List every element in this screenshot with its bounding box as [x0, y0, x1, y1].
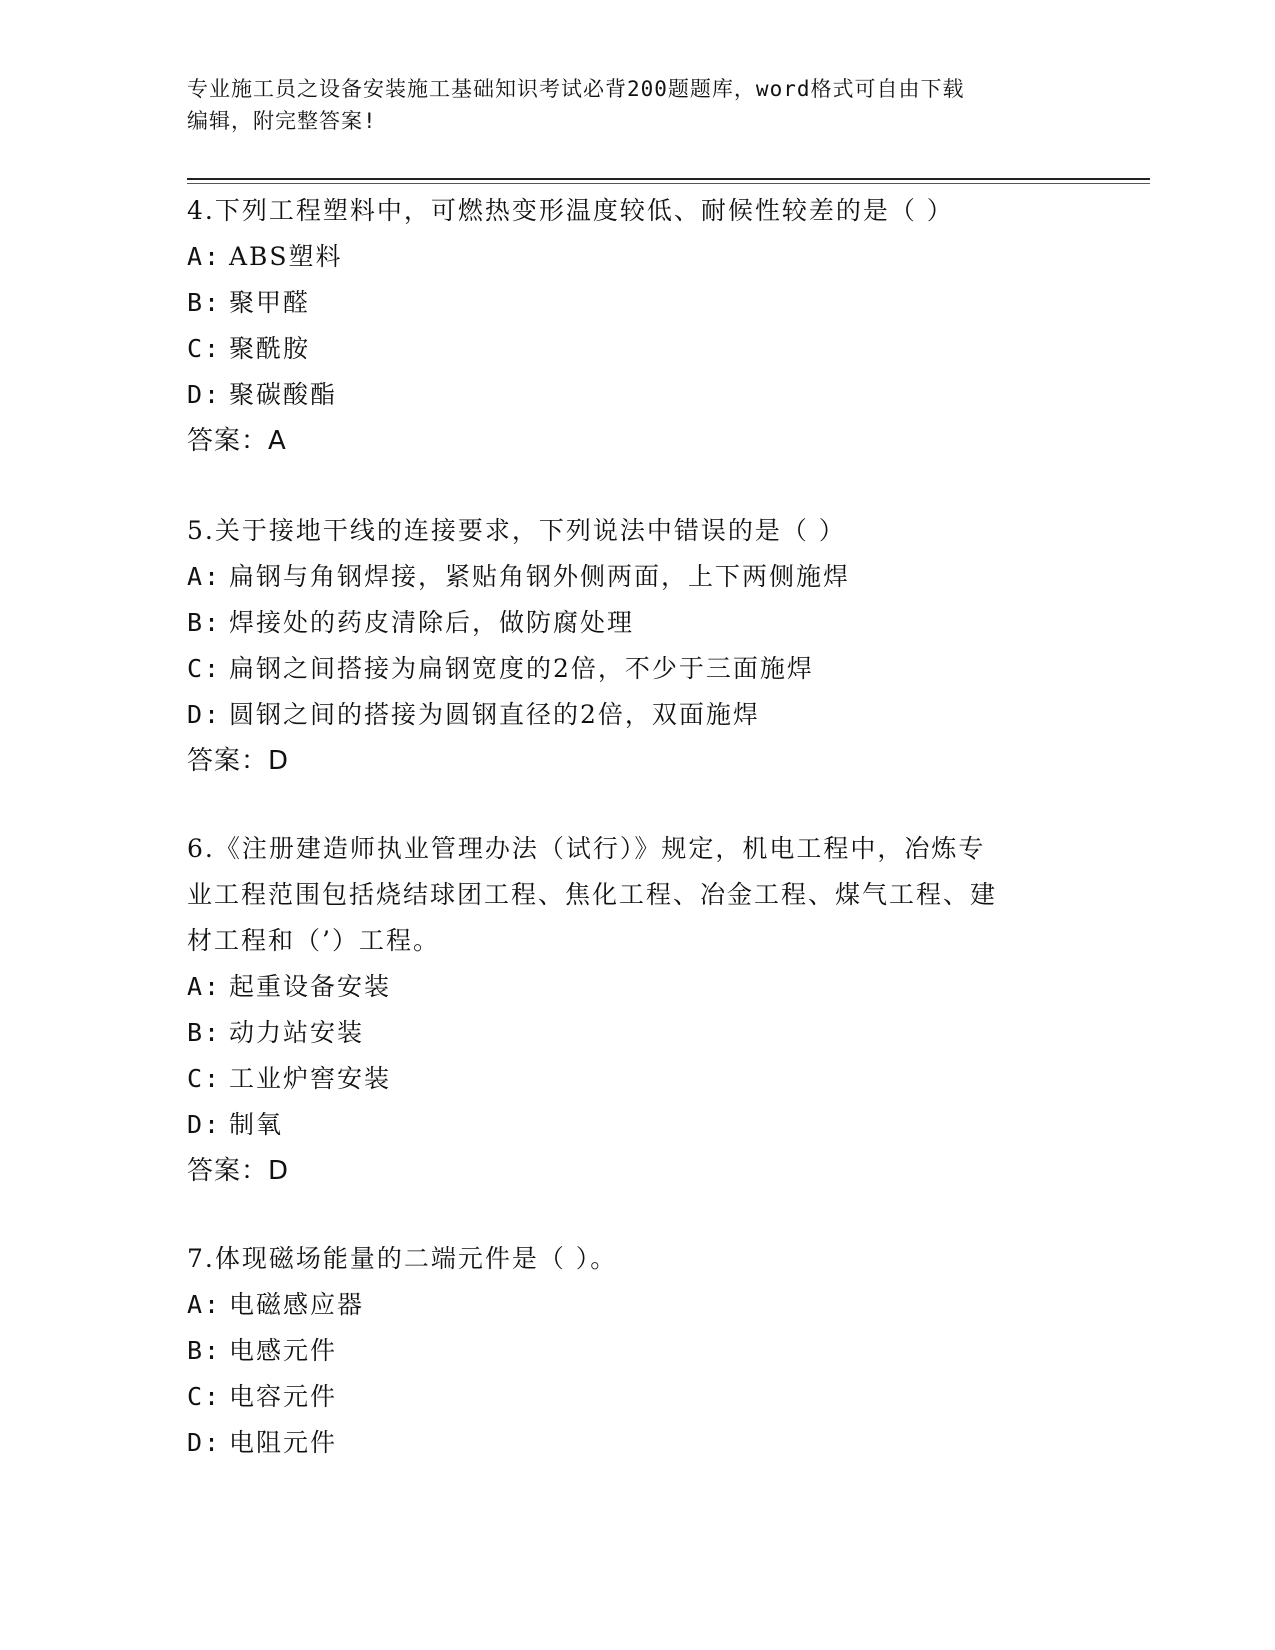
option-text: 焊接处的药皮清除后，做防腐处理 — [229, 608, 635, 637]
option-text: 工业炉窖安装 — [229, 1064, 392, 1093]
option-d — [187, 1102, 1067, 1148]
option-letter: A: — [187, 562, 222, 591]
question-4 — [187, 188, 1067, 464]
question-stem-line-2: 业工程范围包括烧结球团工程、焦化工程、冶金工程、煤气工程、建 — [187, 880, 998, 909]
header-title-line-1: 专业施工员之设备安装施工基础知识考试必背200题题库，word格式可自由下载 — [187, 77, 965, 101]
header-title-line-2: 编辑，附完整答案! — [187, 109, 377, 133]
option-text: 电感元件 — [229, 1336, 338, 1365]
option-a — [187, 554, 1067, 600]
question-6 — [187, 826, 1067, 1194]
option-c — [187, 646, 1067, 692]
option-b — [187, 600, 1067, 646]
option-text: 扁钢与角钢焊接，紧贴角钢外侧两面，上下两侧施焊 — [229, 562, 851, 591]
option-letter: C: — [187, 1382, 222, 1411]
question-stem-line-3: 材工程和（’）工程。 — [187, 926, 440, 955]
option-text: 聚碳酸酯 — [229, 380, 338, 409]
answer-line: 答案：A — [187, 426, 287, 456]
answer-line: 答案：D — [187, 746, 290, 776]
option-letter: C: — [187, 334, 222, 363]
option-letter: B: — [187, 608, 222, 637]
option-text: 电阻元件 — [229, 1428, 338, 1457]
option-text: 聚酰胺 — [229, 334, 311, 363]
header-divider-thick — [187, 178, 1150, 180]
option-b — [187, 280, 1067, 326]
option-letter: B: — [187, 1336, 222, 1365]
option-a — [187, 964, 1067, 1010]
option-letter: A: — [187, 972, 222, 1001]
option-b — [187, 1010, 1067, 1056]
question-stem: 5.关于接地干线的连接要求，下列说法中错误的是（ ） — [187, 516, 846, 545]
option-letter: D: — [187, 1110, 222, 1139]
header-divider-thin — [187, 183, 1150, 184]
option-letter: A: — [187, 1290, 222, 1319]
question-stem: 4.下列工程塑料中，可燃热变形温度较低、耐候性较差的是（ ） — [187, 196, 954, 225]
option-b — [187, 1328, 1067, 1374]
option-text: 聚甲醛 — [229, 288, 311, 317]
option-letter: C: — [187, 654, 222, 683]
option-letter: D: — [187, 380, 222, 409]
option-text: 扁钢之间搭接为扁钢宽度的2倍，不少于三面施焊 — [229, 654, 814, 683]
option-text: 制氧 — [229, 1110, 284, 1139]
option-letter: D: — [187, 700, 222, 729]
document-header — [187, 73, 1067, 137]
option-a — [187, 234, 1067, 280]
option-c — [187, 1056, 1067, 1102]
option-d — [187, 372, 1067, 418]
option-text: 圆钢之间的搭接为圆钢直径的2倍，双面施焊 — [229, 700, 760, 729]
option-letter: A: — [187, 242, 222, 271]
option-text: 电磁感应器 — [229, 1290, 365, 1319]
option-text: 电容元件 — [229, 1382, 338, 1411]
option-a — [187, 1282, 1067, 1328]
option-letter: C: — [187, 1064, 222, 1093]
option-letter: B: — [187, 288, 222, 317]
question-stem: 7.体现磁场能量的二端元件是（ ）。 — [187, 1244, 618, 1273]
option-text: ABS塑料 — [229, 242, 343, 271]
question-stem-line-1: 6.《注册建造师执业管理办法（试行）》规定，机电工程中，冶炼专 — [187, 834, 986, 863]
option-c — [187, 1374, 1067, 1420]
question-5 — [187, 508, 1067, 784]
option-c — [187, 326, 1067, 372]
question-7 — [187, 1236, 1067, 1466]
option-letter: B: — [187, 1018, 222, 1047]
option-d — [187, 1420, 1067, 1466]
answer-line: 答案：D — [187, 1156, 290, 1186]
option-d — [187, 692, 1067, 738]
option-letter: D: — [187, 1428, 222, 1457]
option-text: 起重设备安装 — [229, 972, 392, 1001]
option-text: 动力站安装 — [229, 1018, 365, 1047]
